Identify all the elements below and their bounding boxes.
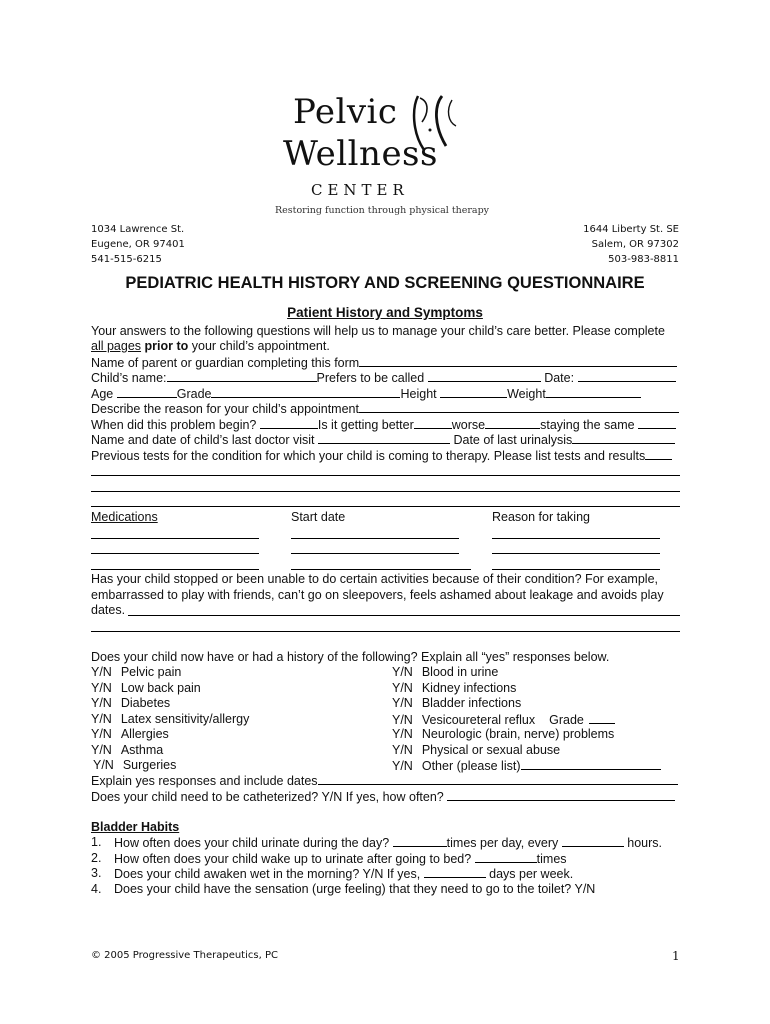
activities-line: embarrassed to play with friends, can’t go on sleepovers, feels ashamed about leakage and avoids play xyxy=(91,588,664,602)
q1-times-label: times per day, every xyxy=(446,836,559,850)
pelvis-logo-icon xyxy=(408,92,460,154)
prefers-field[interactable] xyxy=(428,370,541,382)
history-intro: Does your child now have or had a history of the following? Explain all “yes” responses below. xyxy=(91,650,610,664)
address-salem xyxy=(583,222,679,267)
activities-line: dates. xyxy=(91,603,126,617)
address-line: Eugene, OR 97401 xyxy=(91,239,185,250)
q3-days-label: days per week. xyxy=(489,867,574,881)
bladder-q4 xyxy=(91,882,101,897)
tests-line[interactable] xyxy=(91,475,680,476)
history-item-left xyxy=(91,665,181,680)
history-item-right xyxy=(392,712,615,728)
worse-label: worse xyxy=(451,418,486,432)
condition-label: Physical or sexual abuse xyxy=(421,742,561,757)
intro-line: Your answers to the following questions will help us to manage your child’s care better. Please complete xyxy=(91,324,665,338)
bladder-q1 xyxy=(91,835,101,850)
history-item-left xyxy=(93,758,176,773)
yes-no-option[interactable]: Y/N xyxy=(392,665,413,679)
q3-label: Does your child awaken wet in the morning? Y/N If yes, xyxy=(114,867,421,881)
history-item-left xyxy=(91,681,201,696)
tests-line[interactable] xyxy=(91,491,680,492)
form-title: PEDIATRIC HEALTH HISTORY AND SCREENING QUESTIONNAIRE xyxy=(125,274,645,292)
address-line: 1644 Liberty St. SE xyxy=(583,224,679,235)
doctor-field[interactable] xyxy=(318,432,450,444)
reason-header: Reason for taking xyxy=(492,510,590,524)
condition-label: Diabetes xyxy=(120,696,171,710)
height-label: Height xyxy=(400,387,437,401)
reason-field[interactable] xyxy=(492,569,660,570)
start-date-header: Start date xyxy=(291,510,346,524)
history-item-right xyxy=(392,696,521,711)
page-number: 1 xyxy=(672,949,680,963)
q2-times-label: times xyxy=(536,852,567,866)
cath-label: Does your child need to be catheterized? Y/N If yes, how often? xyxy=(91,790,444,804)
q1-hours-field[interactable] xyxy=(562,835,624,847)
same-label: staying the same xyxy=(540,418,635,432)
yes-no-option[interactable]: Y/N xyxy=(392,680,413,695)
explain-field[interactable] xyxy=(318,773,678,785)
history-item-left xyxy=(91,743,163,758)
start-date-field[interactable] xyxy=(291,569,471,570)
history-item-right xyxy=(392,743,560,758)
tests-label: Previous tests for the condition for which your child is coming to therapy. Please list tests and results xyxy=(91,449,646,463)
when-label: When did this problem begin? xyxy=(91,418,257,432)
intro-line-2 xyxy=(91,339,330,354)
history-item-left xyxy=(91,696,170,711)
reason-field[interactable] xyxy=(359,401,679,413)
intro-rest: your child’s appointment. xyxy=(188,339,330,353)
q1-hours-label: hours. xyxy=(627,836,662,850)
yes-no-option[interactable]: Y/N xyxy=(392,759,413,773)
yes-no-option[interactable]: Y/N xyxy=(91,696,112,710)
other-field[interactable] xyxy=(521,758,661,770)
reflux-grade-label: Grade xyxy=(549,712,584,727)
q2-times-field[interactable] xyxy=(475,851,537,863)
address-line: 541-515-6215 xyxy=(91,254,162,265)
weight-label: Weight xyxy=(507,387,546,401)
yes-no-option[interactable]: Y/N xyxy=(91,680,112,695)
doctor-label: Name and date of child’s last doctor visit xyxy=(91,433,315,447)
condition-label: Low back pain xyxy=(120,680,201,695)
better-label: Is it getting better xyxy=(317,418,414,432)
activities-field[interactable] xyxy=(91,631,680,632)
history-item-right xyxy=(392,665,498,680)
child-name-row xyxy=(91,370,676,386)
address-line: Salem, OR 97302 xyxy=(591,239,679,250)
address-line: 1034 Lawrence St. xyxy=(91,224,185,235)
yes-no-option[interactable]: Y/N xyxy=(91,742,112,757)
reason-label: Describe the reason for your child’s appointment xyxy=(91,402,359,416)
tests-field[interactable] xyxy=(645,448,672,460)
section-title: Patient History and Symptoms xyxy=(287,305,483,320)
weight-field[interactable] xyxy=(546,386,641,398)
logo-tagline: Restoring function through physical therapy xyxy=(275,205,490,216)
cath-field[interactable] xyxy=(447,789,675,801)
reason-field[interactable] xyxy=(492,553,660,554)
start-date-field[interactable] xyxy=(291,538,459,539)
activities-line: Has your child stopped or been unable to do certain activities because of their condition? For example, xyxy=(91,572,658,586)
condition-label: Bladder infections xyxy=(421,696,522,710)
urinalysis-label: Date of last urinalysis xyxy=(453,433,573,447)
age-row xyxy=(91,386,641,402)
yes-no-option[interactable]: Y/N xyxy=(91,727,112,741)
condition-label: Surgeries xyxy=(122,758,177,772)
reason-field[interactable] xyxy=(492,538,660,539)
history-item-right xyxy=(392,727,614,742)
bladder-heading: Bladder Habits xyxy=(91,820,180,834)
reflux-grade-field[interactable] xyxy=(589,712,615,724)
logo-wellness: Wellness xyxy=(283,134,438,174)
reason-row xyxy=(91,401,679,417)
doctor-row xyxy=(91,432,675,448)
medications-header: Medications xyxy=(91,510,158,524)
q-number: 2. xyxy=(91,851,102,865)
height-field[interactable] xyxy=(440,386,507,398)
history-item-left xyxy=(91,727,169,742)
q1-times-field[interactable] xyxy=(393,835,447,847)
condition-label: Other (please list) xyxy=(421,759,521,773)
grade-label: Grade xyxy=(176,387,212,401)
better-field[interactable] xyxy=(414,417,452,429)
tests-line[interactable] xyxy=(91,506,680,507)
bladder-q2-text xyxy=(114,851,567,867)
condition-label: Pelvic pain xyxy=(120,665,182,679)
onset-row xyxy=(91,417,676,433)
q-number: 1. xyxy=(91,835,102,849)
grade-field[interactable] xyxy=(211,386,400,398)
tests-row xyxy=(91,448,672,464)
cath-row xyxy=(91,789,675,805)
history-item-right xyxy=(392,681,516,696)
yes-no-option[interactable]: Y/N xyxy=(91,665,112,679)
age-field[interactable] xyxy=(117,386,177,398)
bladder-q1-text xyxy=(114,835,662,851)
bladder-q3-text xyxy=(114,866,573,882)
yes-no-option[interactable]: Y/N xyxy=(392,696,413,710)
start-date-field[interactable] xyxy=(291,553,459,554)
date-field[interactable] xyxy=(578,370,676,382)
condition-label: Vesicoureteral reflux xyxy=(421,712,536,727)
condition-label: Latex sensitivity/allergy xyxy=(120,711,250,726)
condition-label: Neurologic (brain, nerve) problems xyxy=(421,727,615,741)
q1-label: How often does your child urinate during the day? xyxy=(114,836,390,850)
yes-no-option[interactable]: Y/N xyxy=(91,711,112,726)
activities-field[interactable] xyxy=(128,615,680,616)
history-item-left xyxy=(91,712,249,727)
q-number: 3. xyxy=(91,866,102,880)
yes-no-option[interactable]: Y/N xyxy=(392,742,413,757)
yes-no-option[interactable]: Y/N xyxy=(392,727,413,741)
explain-label: Explain yes responses and include dates xyxy=(91,774,318,788)
condition-label: Kidney infections xyxy=(421,680,517,695)
medication-field[interactable] xyxy=(91,553,259,554)
parent-field[interactable] xyxy=(359,355,677,367)
q3-days-field[interactable] xyxy=(424,866,486,878)
condition-label: Asthma xyxy=(120,742,164,757)
worse-field[interactable] xyxy=(485,417,540,429)
urinalysis-field[interactable] xyxy=(572,432,675,444)
bladder-q3 xyxy=(91,866,101,881)
address-line: 503-983-8811 xyxy=(608,254,679,265)
explain-row xyxy=(91,773,678,789)
bladder-q4-text: Does your child have the sensation (urge feeling) that they need to go to the toilet? Y/N xyxy=(114,882,596,896)
yes-no-option[interactable]: Y/N xyxy=(93,758,114,772)
bladder-q2 xyxy=(91,851,101,866)
condition-label: Blood in urine xyxy=(421,665,499,679)
prefers-label: Prefers to be called xyxy=(316,371,425,385)
child-name-label: Child’s name: xyxy=(91,371,167,385)
logo-pelvic: Pelvic xyxy=(293,92,398,132)
parent-row xyxy=(91,355,677,371)
history-item-right xyxy=(392,758,661,774)
when-field[interactable] xyxy=(260,417,318,429)
child-name-field[interactable] xyxy=(167,370,317,382)
medication-field[interactable] xyxy=(91,569,259,570)
q2-label: How often does your child wake up to urinate after going to bed? xyxy=(114,852,472,866)
q-number: 4. xyxy=(91,882,102,896)
condition-label: Allergies xyxy=(120,727,169,741)
all-pages-text: all pages xyxy=(91,339,142,353)
age-label: Age xyxy=(91,387,114,401)
copyright: © 2005 Progressive Therapeutics, PC xyxy=(91,950,278,961)
prior-to-text: prior to xyxy=(144,339,189,353)
logo-center: CENTER xyxy=(311,181,409,199)
date-label: Date: xyxy=(544,371,575,385)
same-field[interactable] xyxy=(638,417,676,429)
yes-no-option[interactable]: Y/N xyxy=(392,712,413,727)
parent-label: Name of parent or guardian completing this form xyxy=(91,356,360,370)
medication-field[interactable] xyxy=(91,538,259,539)
address-eugene xyxy=(91,222,185,267)
